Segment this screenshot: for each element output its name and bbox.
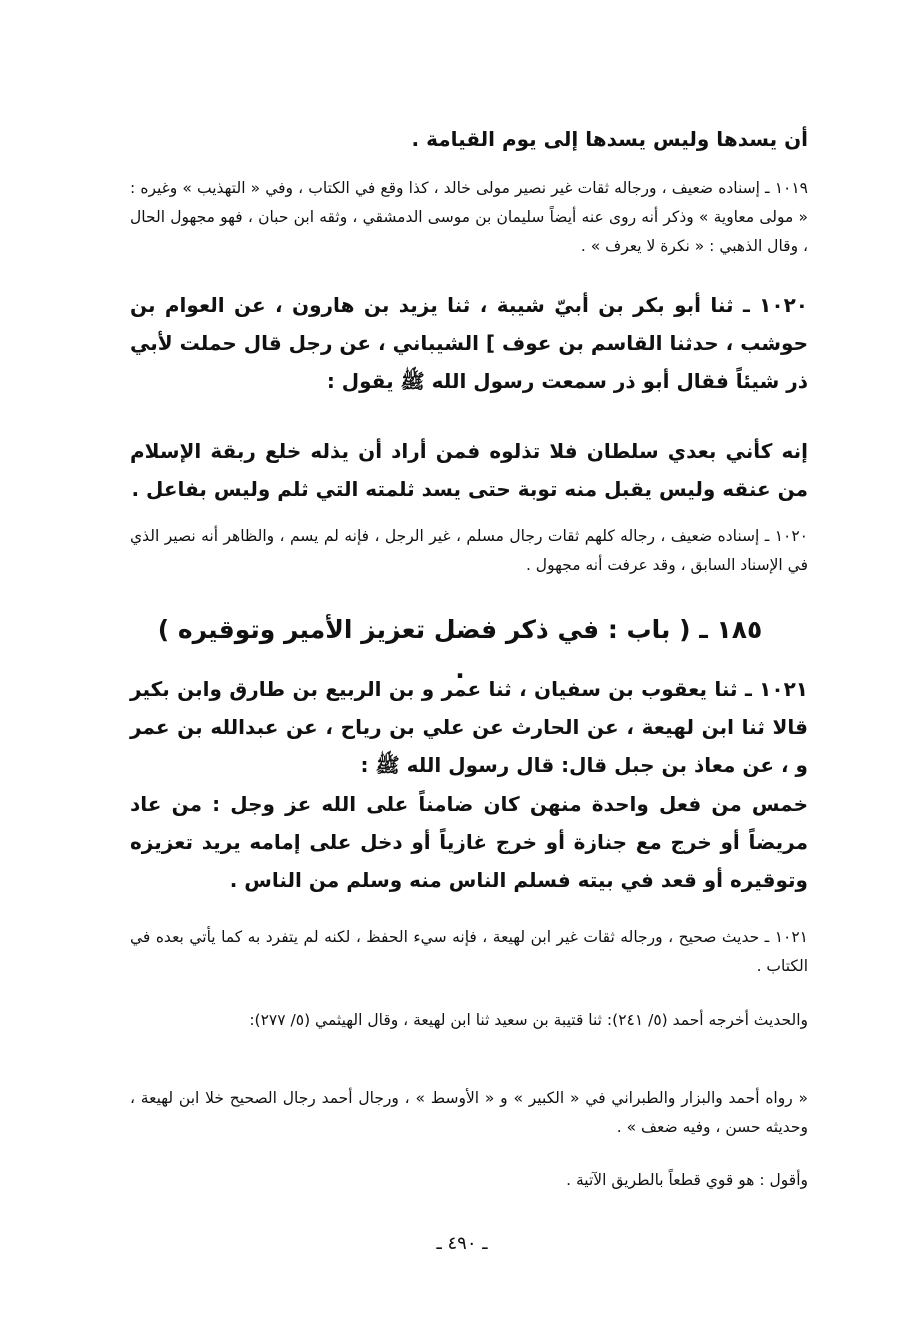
page-number: ـ ٤٩٠ ـ bbox=[436, 1233, 488, 1254]
continuation-line: أن يسدها وليس يسدها إلى يوم القيامة . bbox=[411, 127, 808, 151]
hadith-1021-matn: خمس من فعل واحدة منهن كان ضامناً على الله عز وجل : من عاد مريضاً أو خرج مع جنازة أو خرج غازياً أو دخل على إمامه يريد تعزيزه وتوقيره أو قعد في بيته فسلم الناس منه وسلم من الناس . bbox=[130, 792, 808, 892]
footnote-1021-grading: ١٠٢١ ـ حديث صحيح ، ورجاله ثقات غير ابن لهيعة ، فإنه سيء الحفظ ، لكنه لم يتفرد به كما يأتي بعده في الكتاب . bbox=[130, 928, 808, 975]
hadith-1020-isnad: ١٠٢٠ ـ ثنا أبو بكر بن أبيّ شيبة ، ثنا يزيد بن هارون ، عن العوام بن حوشب ، حدثنا القاسم بن عوف ] الشيباني ، عن رجل قال حملت لأبي ذر شيئاً فقال أبو ذر سمعت رسول الله ﷺ يقول : bbox=[130, 293, 808, 393]
footnote-1019: ١٠١٩ ـ إسناده ضعيف ، ورجاله ثقات غير نصير مولى خالد ، كذا وقع في الكتاب ، وفي « التهذيب » وغيره : « مولى معاوية » وذكر أنه روى عنه أيضاً سليمان بن موسى الدمشقي ، وثقه ابن حبان ، فهو مجهول الحال ، وقال الذهبي : « نكرة لا يعرف » . bbox=[130, 179, 808, 255]
hadith-1020-matn: إنه كأني بعدي سلطان فلا تذلوه فمن أراد أن يذله خلع ربقة الإسلام من عنقه وليس يقبل منه توبة حتى يسد ثلمته التي ثلم وليس بفاعل . bbox=[130, 439, 808, 501]
chapter-heading-185: ١٨٥ ـ ( باب : في ذكر فضل تعزيز الأمير وتوقيره ) . bbox=[157, 615, 763, 684]
footnote-1020: ١٠٢٠ ـ إسناده ضعيف ، رجاله كلهم ثقات رجال مسلم ، غير الرجل ، فإنه لم يسم ، والظاهر أنه نصير الذي في الإسناد السابق ، وقد عرفت أنه مجهول . bbox=[130, 527, 808, 574]
footnote-1021-author-comment: وأقول : هو قوي قطعاً بالطريق الآتية . bbox=[566, 1171, 808, 1189]
hadith-1021-isnad: ١٠٢١ ـ ثنا يعقوب بن سفيان ، ثنا عمر و بن الربيع بن طارق وابن بكير قالا ثنا ابن لهيعة ، عن الحارث عن علي بن رياح ، عن عبدالله بن عمر و ، عن معاذ بن جبل قال: قال رسول الله ﷺ : bbox=[130, 677, 808, 777]
footnote-1021-ahmad: والحديث أخرجه أحمد (٥/ ٢٤١): ثنا قتيبة بن سعيد ثنا ابن لهيعة ، وقال الهيثمي (٥/ ٢٧٧): bbox=[249, 1011, 808, 1029]
footnote-1021-haythami-quote: « رواه أحمد والبزار والطبراني في « الكبير » و « الأوسط » ، ورجال أحمد رجال الصحيح خلا ابن لهيعة ، وحديثه حسن ، وفيه ضعف » . bbox=[130, 1089, 808, 1136]
